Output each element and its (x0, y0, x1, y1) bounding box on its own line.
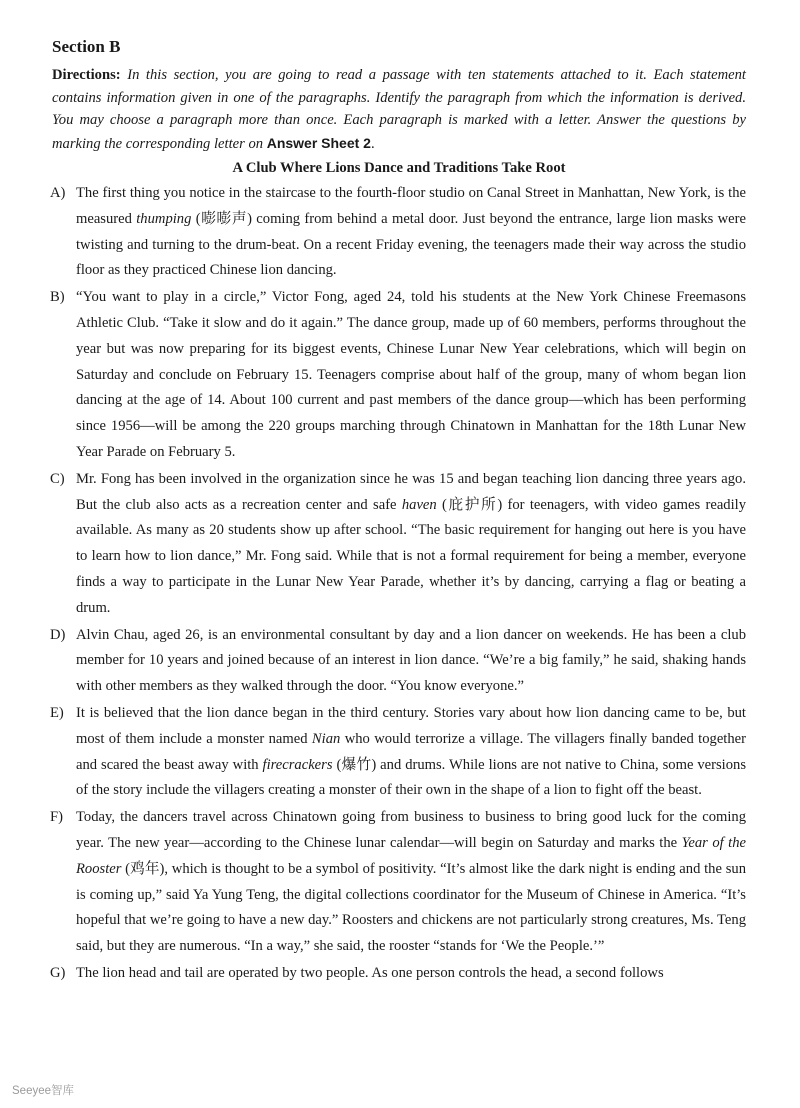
text-run: (庇护所) for teenagers, with video games readily available. As many as 20 students show up after school. “The basic requirement for hanging out here is you have to learn how to lion dance,” Mr. Fong said. While that is not a formal requirement for being a member, everyone finds a way to participate in the Lunar New Year Parade, whether it’s by dancing, carrying a flag or beating a drum. (76, 496, 746, 616)
paragraph (52, 805, 746, 960)
text-run: “You want to play in a circle,” Victor Fong, aged 24, told his students at the New York Chinese Freemasons Athletic Club. “Take it slow and do it again.” The dance group, made up of 60 members, performs throughout the year but was now preparing for its biggest events, Chinese Lunar New Year celebrations, which will begin on Saturday and conclude on February 15. Teenagers comprise about half of the group, many of whom began lion dancing at the age of 14. About 100 current and past members of the dance group—which has been performing since 1956—will be among the 220 groups marching through Chinatown in Manhattan for the 18th Lunar New Year Parade on February 5. (76, 289, 746, 460)
passage-title: A Club Where Lions Dance and Traditions Take Root (232, 160, 566, 176)
paragraph-letter: D) (50, 626, 66, 643)
paragraph-letter: B) (50, 289, 65, 306)
text-run: Alvin Chau, aged 26, is an environmental consultant by day and a lion dancer on weekends. He has been a club member for 10 years and joined because of an interest in lion dance. “We’re a big family,” he said, shaking hands with other members as they walked through the door. “You know everyone.” (76, 626, 746, 695)
paragraph-text (76, 623, 746, 700)
paragraph (52, 623, 746, 700)
watermark: Seeyee智库 (12, 1085, 75, 1097)
section-title: Section B (52, 37, 121, 56)
directions (52, 64, 746, 155)
paragraph-text (76, 181, 746, 284)
paragraph (52, 181, 746, 284)
paragraph-text (76, 467, 746, 622)
paragraph (52, 961, 746, 987)
paragraph-letter: F) (50, 809, 63, 826)
paragraph-text (76, 805, 746, 960)
text-run: who would terrorize a village. The villagers finally banded together and scared the beast away with (76, 730, 746, 773)
text-run: (嘭嘭声) coming from behind a metal door. Just beyond the entrance, large lion masks were twisting and turning to the drum-beat. On a recent Friday evening, the teenagers made their way across the studio floor as they practiced Chinese lion dancing. (76, 210, 746, 279)
answer-sheet-label: Answer Sheet 2 (266, 134, 371, 151)
paragraph-letter: G) (50, 964, 66, 981)
text-run: The lion head and tail are operated by two people. As one person controls the head, a second follows (76, 964, 664, 981)
paragraph-text (76, 701, 746, 804)
paragraph (52, 701, 746, 804)
text-run: It is believed that the lion dance began in the third century. Stories vary about how lion dancing came to be, but most of them include a monster named (76, 704, 746, 747)
text-run: The first thing you notice in the staircase to the fourth-floor studio on Canal Street in Manhattan, New York, is the measured (76, 185, 746, 227)
directions-end: . (370, 135, 375, 152)
directions-label: Directions: (52, 67, 121, 83)
passage-paragraphs (52, 181, 746, 987)
paragraph (52, 285, 746, 466)
italic-term: haven (401, 496, 437, 513)
italic-term: thumping (136, 210, 192, 227)
paragraph-letter: A) (50, 185, 66, 201)
italic-term: Nian (311, 730, 341, 747)
text-run: Today, the dancers travel across Chinatown going from business to business to bring good luck for the coming year. The new year—according to the Chinese lunar calendar—will begin on Saturday and marks the (76, 809, 746, 851)
paragraph-text (76, 285, 746, 466)
text-run: (鸡年), which is thought to be a symbol of positivity. “It’s almost like the dark night is ending and the sun is coming up,” said Ya Yung Teng, the digital collections coordinator for the Museum of Chinese in America. “It’s hopeful that we’re going to have a new day.” Roosters and chickens are not particularly strong creatures, Ms. Teng said, but they are numerous. “In a way,” she said, the rooster “stands for ‘We the People.’” (76, 860, 746, 955)
paragraph-letter: E) (50, 704, 64, 721)
italic-term: Year of the Rooster (76, 834, 746, 877)
paragraph-text (76, 961, 746, 987)
italic-term: firecrackers (262, 756, 333, 773)
text-run: (爆竹) and drums. While lions are not native to China, some versions of the story include the villagers creating a monster of their own in the shape of a lion to fight off the beast. (76, 756, 746, 799)
text-run: Mr. Fong has been involved in the organization since he was 15 and began teaching lion dancing three years ago. But the club also acts as a recreation center and safe (76, 470, 746, 513)
paragraph (52, 467, 746, 622)
directions-text: In this section, you are going to read a passage with ten statements attached to it. Each statement contains information given in one of the paragraphs. Identify the paragraph from which the information is derived. You may choose a paragraph more than once. Each paragraph is marked with a letter. Answer the questions by marking the corresponding letter on (52, 67, 746, 152)
document-page (52, 36, 746, 988)
paragraph-letter: C) (50, 470, 65, 487)
